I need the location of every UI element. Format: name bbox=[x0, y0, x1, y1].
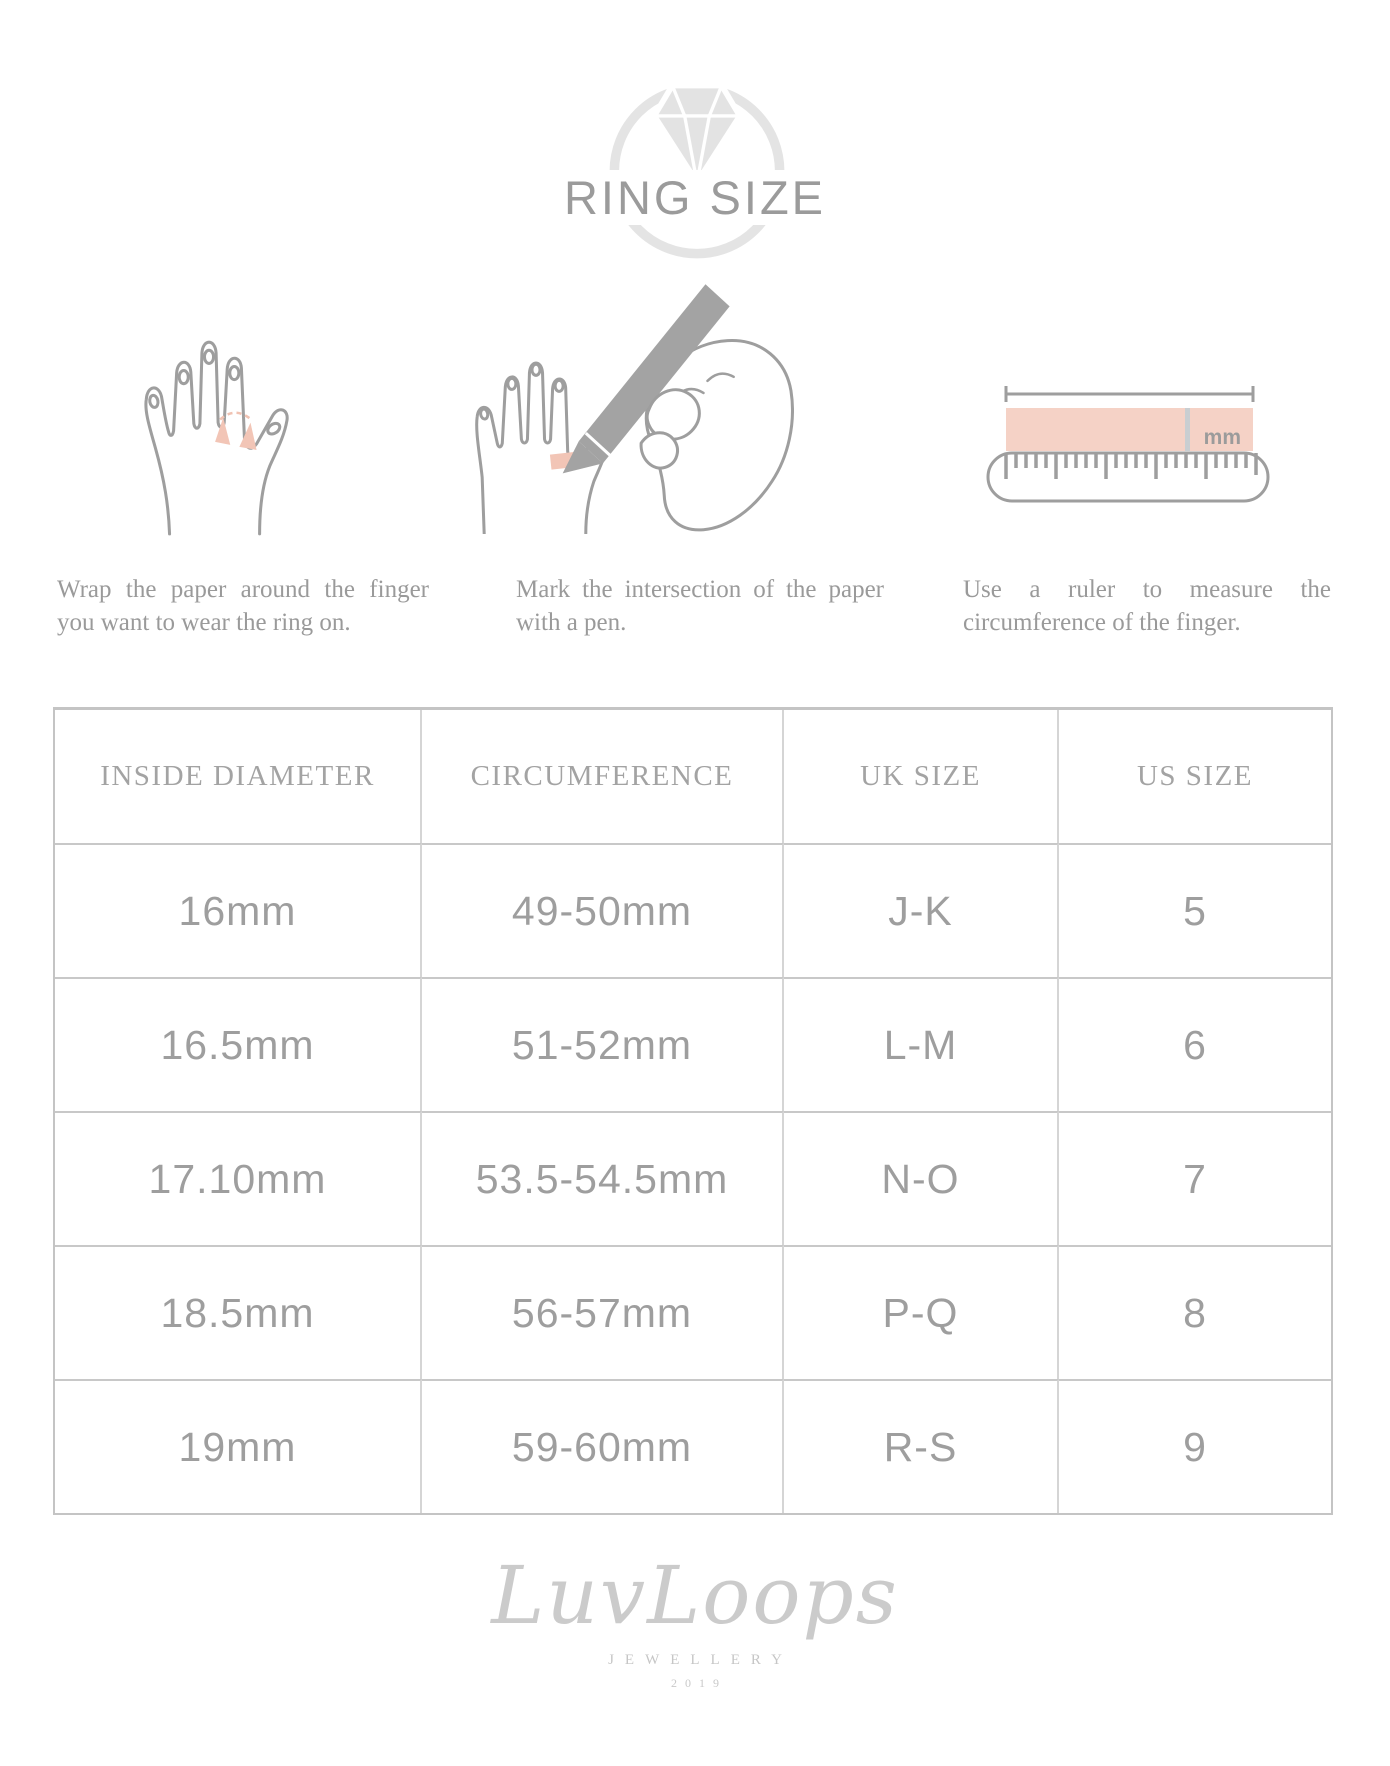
ring-size-table bbox=[53, 707, 1333, 1515]
cell-us-size: 7 bbox=[1059, 1111, 1331, 1245]
cell-diameter: 16.5mm bbox=[55, 977, 422, 1111]
cell-circumference: 59-60mm bbox=[422, 1379, 784, 1513]
cell-circumference: 56-57mm bbox=[422, 1245, 784, 1379]
column-header-inside-diameter: INSIDE DIAMETER bbox=[55, 710, 422, 843]
cell-circumference: 53.5-54.5mm bbox=[422, 1111, 784, 1245]
step-caption-measure: Use a ruler to measure the circumference of the finger. bbox=[963, 576, 1331, 636]
cell-us-size: 5 bbox=[1059, 843, 1331, 977]
ruler-illustration bbox=[983, 386, 1275, 508]
cell-us-size: 6 bbox=[1059, 977, 1331, 1111]
step-caption-mark: Mark the intersection of the paper with a pen. bbox=[516, 576, 884, 636]
cell-us-size: 8 bbox=[1059, 1245, 1331, 1379]
cell-circumference: 51-52mm bbox=[422, 977, 784, 1111]
brand-tagline: JEWELLERY bbox=[608, 1652, 793, 1668]
cell-uk-size: N-O bbox=[784, 1111, 1059, 1245]
header bbox=[0, 170, 1390, 225]
brand-logo bbox=[0, 1549, 1390, 1691]
cell-diameter: 19mm bbox=[55, 1379, 422, 1513]
pen-mark-illustration bbox=[452, 280, 794, 534]
brand-year: 2019 bbox=[671, 1676, 727, 1690]
cell-circumference: 49-50mm bbox=[422, 843, 784, 977]
column-header-us-size: US SIZE bbox=[1136, 760, 1254, 792]
cell-diameter: 17.10mm bbox=[55, 1111, 422, 1245]
page-title: RING SIZE bbox=[548, 170, 842, 225]
measure-line bbox=[1006, 386, 1253, 402]
brand-name: LuvLoops bbox=[491, 1549, 899, 1642]
cell-diameter: 16mm bbox=[55, 843, 422, 977]
cell-uk-size: J-K bbox=[784, 843, 1059, 977]
column-header-circumference: CIRCUMFERENCE bbox=[422, 710, 784, 843]
intersection-mark bbox=[1185, 408, 1190, 451]
hand-wrap-illustration bbox=[122, 288, 294, 536]
cell-uk-size: L-M bbox=[784, 977, 1059, 1111]
cell-diameter: 18.5mm bbox=[55, 1245, 422, 1379]
column-header-uk-size: UK SIZE bbox=[784, 710, 1059, 843]
cell-uk-size: P-Q bbox=[784, 1245, 1059, 1379]
cell-uk-size: R-S bbox=[784, 1379, 1059, 1513]
step-caption-wrap: Wrap the paper around the finger you want to wear the ring on. bbox=[57, 576, 429, 636]
cell-us-size: 9 bbox=[1059, 1379, 1331, 1513]
ruler-unit-label: mm bbox=[1203, 426, 1241, 449]
paper-mark bbox=[215, 413, 256, 450]
